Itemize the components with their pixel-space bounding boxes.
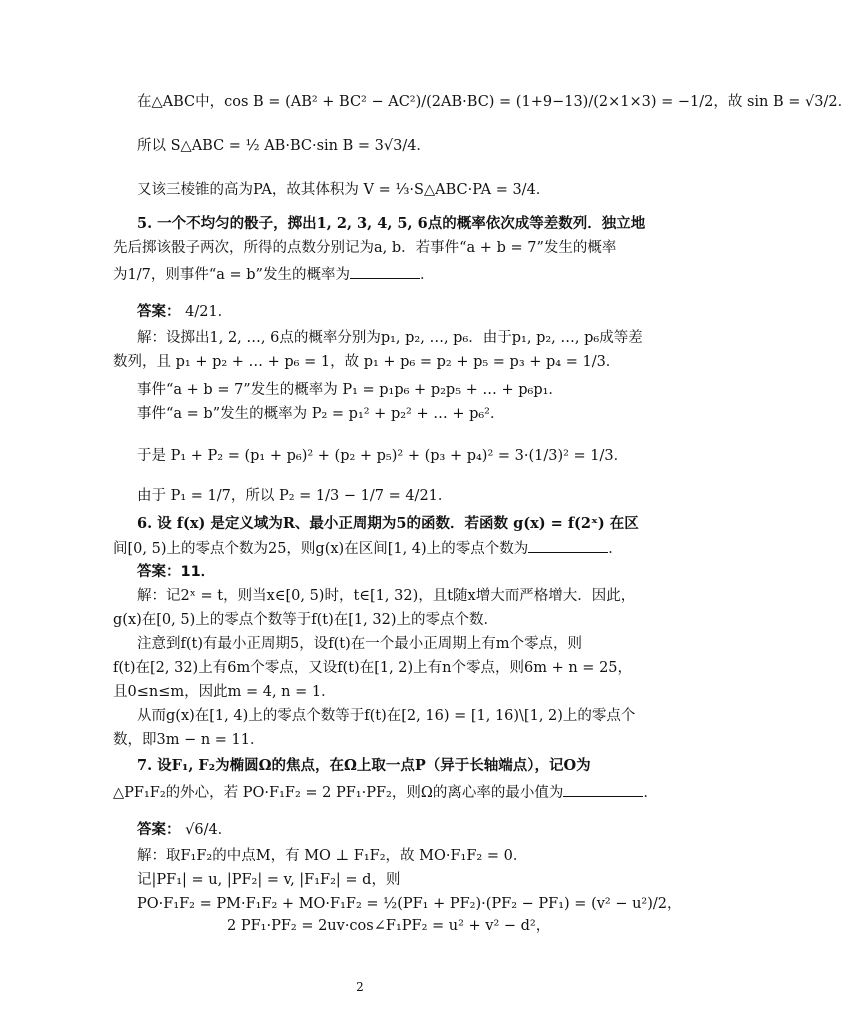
solution-6-line-3: 注意到f(t)有最小正周期5，设f(t)在一个最小正周期上有m个零点，则 — [137, 636, 582, 652]
period: ． — [608, 541, 623, 557]
answer-value: 4/21． — [185, 304, 233, 320]
solution-5-line-5: 于是 P₁ + P₂ = (p₁ + p₆)² + (p₂ + p₅)² + (p₃ + p₄)² = 3·(1/3)² = 1/3． — [137, 448, 629, 464]
problem-7-text: △PF₁F₂的外心，若 PO·F₁F₂ = 2 PF₁·PF₂，则Ω的离心率的最小值为 — [113, 785, 564, 801]
answer-6 — [137, 562, 637, 582]
line-volume: 又该三棱锥的高为PA，故其体积为 V = ⅓·S△ABC·PA = 3/4． — [137, 182, 551, 198]
answer-label: 答案： — [137, 822, 181, 838]
period: ． — [643, 785, 658, 801]
solution-5-line-1: 解：设掷出1, 2, …, 6点的概率分别为p₁, p₂, …, p₆．由于p₁, p₂, …, p₆成等差 — [137, 330, 643, 346]
period: ． — [419, 267, 435, 283]
answer-blank — [563, 782, 643, 797]
solution-5-line-2: 数列，且 p₁ + p₂ + … + p₆ = 1，故 p₁ + p₆ = p₂ + p₅ = p₃ + p₄ = 1/3． — [113, 354, 621, 370]
answer-label: 答案：11． — [137, 564, 216, 580]
problem-6-text: 间[0, 5)上的零点个数为25，则g(x)在区间[1, 4)上的零点个数为 — [113, 541, 529, 557]
solution-7-line-4: 2 PF₁·PF₂ = 2uv·cos∠F₁PF₂ = u² + v² − d²， — [227, 918, 551, 934]
solution-7-line-2: 记|PF₁| = u, |PF₂| = v, |F₁F₂| = d，则 — [137, 872, 401, 888]
answer-label: 答案： — [137, 304, 181, 320]
line-area: 所以 S△ABC = ½ AB·BC·sin B = 3√3/4． — [137, 138, 431, 154]
solution-7-line-3: PO·F₁F₂ = PM·F₁F₂ + MO·F₁F₂ = ½(PF₁ + PF₂)·(PF₂ − PF₁) = (v² − u²)/2， — [137, 896, 682, 912]
answer-value: √6/4． — [185, 822, 233, 838]
problem-5-line-2: 先后掷该骰子两次，所得的点数分别记为a, b．若事件“a + b = 7”发生的概率 — [113, 240, 617, 256]
problem-6-line-2 — [113, 538, 623, 559]
problem-5-line-1: 5. 一个不均匀的骰子，掷出1, 2, 3, 4, 5, 6点的概率依次成等差数列．独立地 — [137, 215, 646, 232]
solution-6-line-5: 且0≤n≤m，因此m = 4, n = 1． — [113, 684, 336, 700]
solution-6-line-6: 从而g(x)在[1, 4)上的零点个数等于f(t)在[2, 16) = [1, 16)\[1, 2)上的零点个 — [137, 708, 636, 724]
page-number: 2 — [356, 980, 364, 994]
problem-7-line-2 — [113, 782, 658, 803]
solution-5-line-3: 事件“a + b = 7”发生的概率为 P₁ = p₁p₆ + p₂p₅ + … + p₆p₁． — [137, 382, 563, 398]
answer-5 — [137, 302, 637, 322]
solution-6-line-2: g(x)在[0, 5)上的零点个数等于f(t)在[1, 32)上的零点个数． — [113, 612, 498, 628]
answer-blank — [528, 538, 608, 553]
solution-6-line-7: 数，即3m − n = 11． — [113, 732, 265, 748]
answer-blank — [350, 264, 420, 279]
solution-5-line-4: 事件“a = b”发生的概率为 P₂ = p₁² + p₂² + … + p₆²． — [137, 406, 505, 422]
line-cosB: 在△ABC中，cos B = (AB² + BC² − AC²)/(2AB·BC) = (1+9−13)/(2×1×3) = −1/2，故 sin B = √3/2． — [137, 94, 852, 110]
problem-5-text: 为1/7，则事件“a = b”发生的概率为 — [113, 267, 350, 283]
answer-7 — [137, 820, 637, 840]
solution-7-line-1: 解：取F₁F₂的中点M，有 MO ⊥ F₁F₂，故 MO·F₁F₂ = 0． — [137, 848, 528, 864]
solution-5-line-6: 由于 P₁ = 1/7，所以 P₂ = 1/3 − 1/7 = 4/21． — [137, 488, 453, 504]
problem-6-line-1: 6. 设 f(x) 是定义域为R、最小正周期为5的函数．若函数 g(x) = f(2ˣ) 在区 — [137, 515, 639, 532]
problem-7-line-1: 7. 设F₁, F₂为椭圆Ω的焦点，在Ω上取一点P（异于长轴端点），记O为 — [137, 757, 591, 774]
solution-6-line-1: 解：记2ˣ = t，则当x∈[0, 5)时，t∈[1, 32)，且t随x增大而严格增大．因此， — [137, 588, 636, 604]
problem-5-line-3 — [113, 264, 613, 285]
solution-6-line-4: f(t)在[2, 32)上有6m个零点，又设f(t)在[1, 2)上有n个零点，则6m + n = 25， — [113, 660, 633, 676]
